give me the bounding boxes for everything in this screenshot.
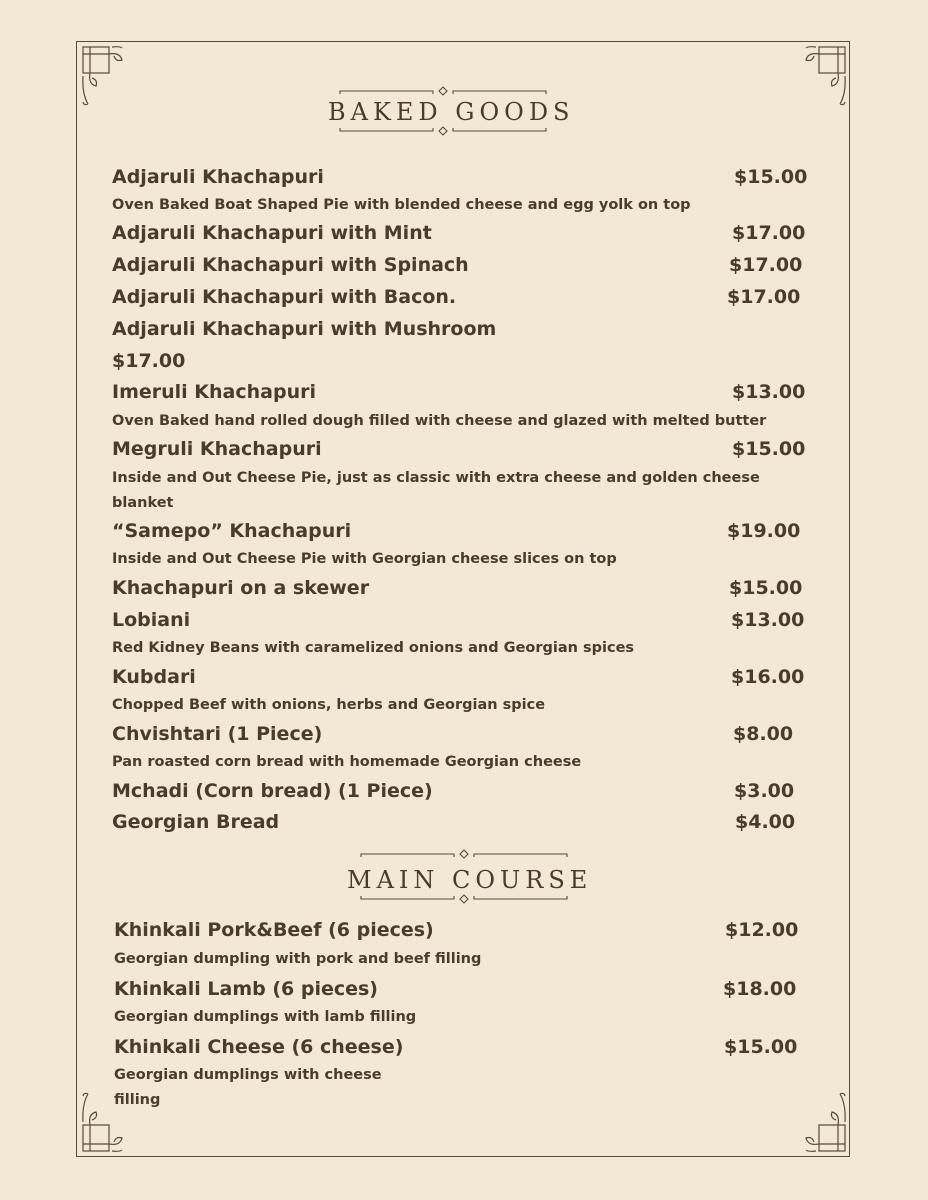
menu-item-price: $12.00 — [725, 919, 799, 941]
menu-item-name: Khinkali Pork&Beef (6 pieces) — [114, 919, 434, 941]
menu-item-price: $17.00 — [729, 254, 803, 276]
menu-item-name: Khachapuri on a skewer — [112, 577, 370, 599]
menu-item-description: Georgian dumplings with cheese — [114, 1067, 382, 1083]
divider-ornament-icon — [359, 849, 569, 861]
menu-item-name: Adjaruli Khachapuri with Bacon. — [112, 286, 457, 308]
menu-item-name: Georgian Bread — [112, 811, 280, 833]
menu-item-price: $17.00 — [112, 350, 186, 372]
menu-item-name: Imeruli Khachapuri — [112, 381, 316, 403]
menu-item-description: Georgian dumpling with pork and beef filling — [114, 951, 482, 967]
section-title-main-course: MAIN COURSE — [347, 866, 593, 894]
menu-item-description: filling — [114, 1092, 161, 1108]
menu-item-description: Oven Baked hand rolled dough filled with cheese and glazed with melted butter — [112, 413, 767, 429]
corner-ornament-icon — [804, 44, 848, 110]
menu-item-price: $16.00 — [731, 666, 805, 688]
menu-item-description: Georgian dumplings with lamb filling — [114, 1009, 417, 1025]
menu-item-name: Chvishtari (1 Piece) — [112, 723, 323, 745]
menu-item-price: $15.00 — [729, 577, 803, 599]
corner-ornament-icon — [80, 44, 124, 110]
menu-item-description: Inside and Out Cheese Pie, just as classic with extra cheese and golden cheese — [112, 470, 760, 486]
menu-item-price: $15.00 — [732, 438, 806, 460]
menu-item-description: Inside and Out Cheese Pie with Georgian cheese slices on top — [112, 551, 617, 567]
menu-item-price: $13.00 — [731, 609, 805, 631]
divider-ornament-icon — [359, 892, 569, 904]
menu-item-name: Kubdari — [112, 666, 196, 688]
menu-item-name: Khinkali Cheese (6 cheese) — [114, 1036, 404, 1058]
menu-item-description: Red Kidney Beans with caramelized onions and Georgian spices — [112, 640, 635, 656]
menu-item-name: Adjaruli Khachapuri with Mushroom — [112, 318, 497, 340]
menu-item-name: Adjaruli Khachapuri with Spinach — [112, 254, 469, 276]
menu-item-price: $17.00 — [727, 286, 801, 308]
divider-ornament-icon — [338, 124, 548, 136]
menu-item-description: Oven Baked Boat Shaped Pie with blended cheese and egg yolk on top — [112, 197, 691, 213]
menu-item-name: Mchadi (Corn bread) (1 Piece) — [112, 780, 433, 802]
menu-item-name: “Samepo” Khachapuri — [112, 520, 352, 542]
menu-item-price: $17.00 — [732, 222, 806, 244]
menu-item-price: $19.00 — [727, 520, 801, 542]
menu-item-description: Chopped Beef with onions, herbs and Georgian spice — [112, 697, 546, 713]
menu-item-description: blanket — [112, 495, 174, 511]
section-title-baked-goods: BAKED GOODS — [328, 98, 575, 126]
menu-item-price: $4.00 — [735, 811, 796, 833]
menu-item-description: Pan roasted corn bread with homemade Georgian cheese — [112, 754, 582, 770]
menu-item-price: $13.00 — [732, 381, 806, 403]
menu-item-name: Megruli Khachapuri — [112, 438, 322, 460]
menu-item-price: $15.00 — [724, 1036, 798, 1058]
corner-ornament-icon — [804, 1088, 848, 1154]
menu-item-price: $3.00 — [734, 780, 795, 802]
menu-item-price: $15.00 — [734, 166, 808, 188]
menu-item-name: Khinkali Lamb (6 pieces) — [114, 978, 378, 1000]
menu-item-price: $18.00 — [723, 978, 797, 1000]
menu-item-name: Adjaruli Khachapuri with Mint — [112, 222, 432, 244]
menu-item-price: $8.00 — [733, 723, 794, 745]
menu-item-name: Lobiani — [112, 609, 191, 631]
menu-item-name: Adjaruli Khachapuri — [112, 166, 324, 188]
divider-ornament-icon — [338, 86, 548, 98]
